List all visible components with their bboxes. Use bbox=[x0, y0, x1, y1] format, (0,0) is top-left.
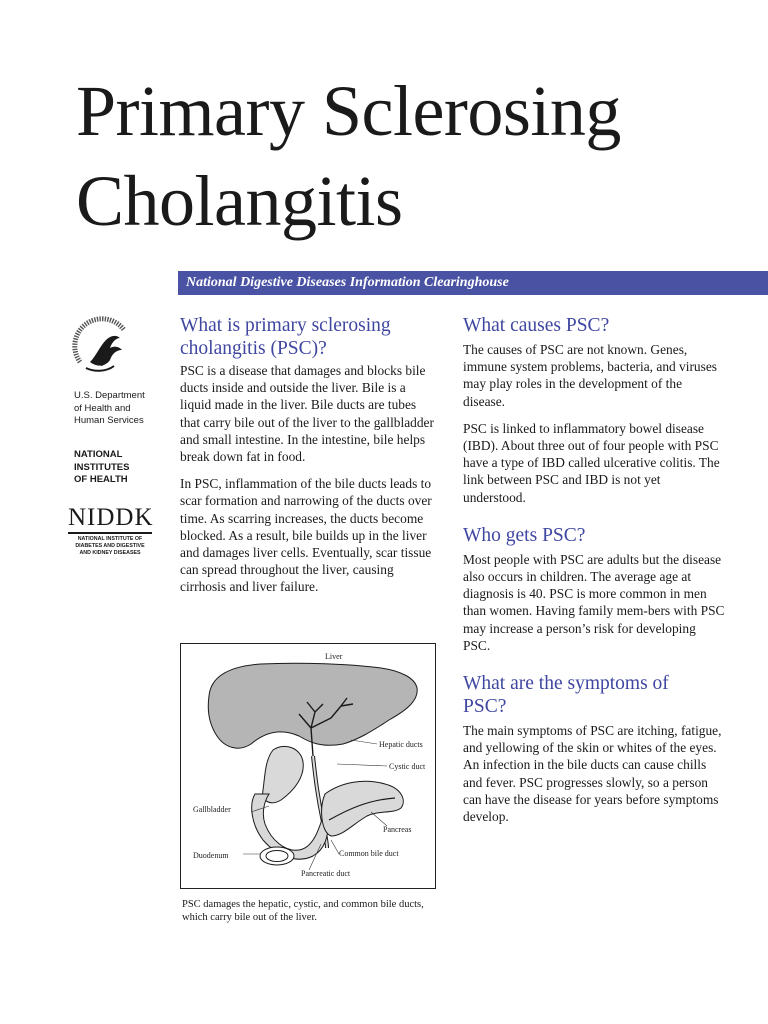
liver-diagram bbox=[181, 644, 435, 888]
niddk-name-line: NATIONAL INSTITUTE OF bbox=[77, 535, 143, 542]
paragraph-causes-1: The causes of PSC are not known. Genes, immune system problems, bacteria, and viruses may play roles in the development of the disease. bbox=[463, 342, 717, 409]
clearinghouse-banner: National Digestive Diseases Information Clearinghouse bbox=[178, 271, 768, 295]
label-hepatic-ducts: Hepatic ducts bbox=[379, 740, 423, 749]
figure-caption: PSC damages the hepatic, cystic, and common bile ducts, which carry bile out of the liver. bbox=[182, 899, 424, 923]
right-column bbox=[463, 314, 725, 825]
title-line-1: Primary Sclerosing bbox=[76, 71, 621, 151]
heading-what-is-psc: What is primary sclerosing cholangitis (PSC)? bbox=[180, 315, 391, 359]
nih-line: OF HEALTH bbox=[74, 474, 128, 485]
niddk-rule bbox=[68, 532, 152, 534]
label-pancreatic-duct: Pancreatic duct bbox=[301, 869, 351, 878]
label-common-bile-duct: Common bile duct bbox=[339, 849, 399, 858]
paragraph-who-gets-1: Most people with PSC are adults but the disease also occurs in children. The average age at diagnosis is 40. PSC is more common in men than women. Having family mem-bers with PSC may increase a person’s risk for developing PSC. bbox=[463, 551, 725, 653]
nih-line: INSTITUTES bbox=[74, 461, 130, 473]
niddk-name-line: AND KIDNEY DISEASES bbox=[79, 549, 141, 556]
hhs-line: Human Services bbox=[74, 415, 144, 426]
hhs-agency-name bbox=[74, 390, 145, 428]
hhs-line: of Health and bbox=[74, 402, 131, 414]
document-title bbox=[76, 66, 621, 246]
heading-symptoms: What are the symptoms of PSC? bbox=[463, 673, 669, 718]
niddk-wordmark: NIDDK bbox=[68, 504, 154, 531]
paragraph-causes-2: PSC is linked to inflammatory bowel disease (IBD). About three out of four people with PSC have a type of IBD called ulcerative colitis. The link between PSC and IBD is not yet understood. bbox=[463, 420, 720, 505]
label-pancreas: Pancreas bbox=[383, 825, 412, 834]
nih-agency-name bbox=[74, 449, 129, 487]
heading-who-gets: Who gets PSC? bbox=[463, 524, 586, 546]
liver-shape bbox=[208, 663, 417, 748]
niddk-name-line: DIABETES AND DIGESTIVE bbox=[75, 542, 145, 549]
niddk-logo bbox=[68, 505, 152, 557]
label-gallbladder: Gallbladder bbox=[193, 805, 231, 814]
nih-line: NATIONAL bbox=[74, 449, 123, 460]
heading-what-causes: What causes PSC? bbox=[463, 315, 610, 336]
paragraph-what-is-2: In PSC, inflammation of the bile ducts leads to scar formation and narrowing of the ducts over time. As scarring increases, the ducts become blocked. As a result, bile builds up in the liver and damages liver cells. Eventually, scar tissue can spread throughout the liver, causing cirrhosis and liver failure. bbox=[180, 476, 432, 595]
anatomy-figure bbox=[180, 643, 436, 889]
label-duodenum: Duodenum bbox=[193, 851, 229, 860]
label-cystic-duct: Cystic duct bbox=[389, 762, 426, 771]
hhs-seal-logo bbox=[70, 316, 134, 380]
paragraph-what-is-1: PSC is a disease that damages and blocks bile ducts inside and outside the liver. Bile is a liquid made in the liver. Bile ducts are tubes that carry bile out of the liver to the gallbladder and small intestine. In the intestine, bile helps break down fat in food. bbox=[180, 363, 434, 465]
title-line-2: Cholangitis bbox=[76, 161, 403, 241]
paragraph-symptoms-1: The main symptoms of PSC are itching, fatigue, and yellowing of the skin or whites of the eyes. An infection in the bile ducts can cause chills and fever. PSC progresses slowly, so a person can have the disease for years before symptoms develop. bbox=[463, 723, 722, 825]
hhs-line: U.S. Department bbox=[74, 390, 145, 401]
left-column bbox=[180, 314, 436, 596]
label-liver: Liver bbox=[325, 652, 343, 661]
